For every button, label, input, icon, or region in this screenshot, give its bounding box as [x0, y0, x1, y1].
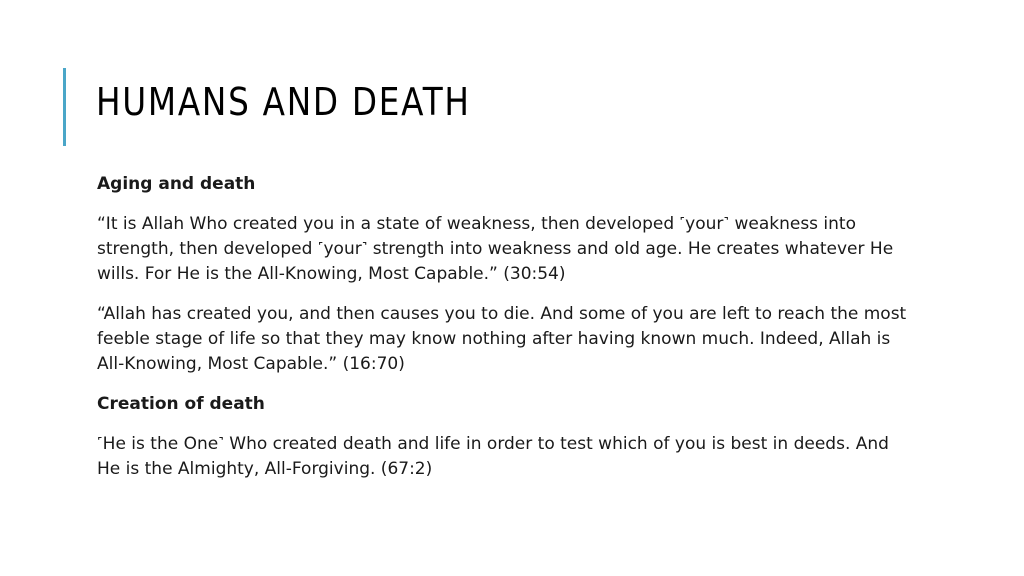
- slide-title: HUMANS AND DEATH: [96, 80, 471, 124]
- quote-67-2: ˹He is the One˺ Who created death and life in order to test which of you is best in deeds. And He is the Almighty, All-Forgiving. (67:2): [97, 434, 889, 479]
- title-accent-bar: [63, 68, 66, 146]
- slide-content: [97, 172, 907, 497]
- section-heading-creation: Creation of death: [97, 394, 265, 414]
- section-heading-aging: Aging and death: [97, 174, 256, 194]
- quote-30-54: “It is Allah Who created you in a state of weakness, then developed ˹your˺ weakness into strength, then developed ˹your˺ strength into weakness and old age. He creates whatever He wills. For He is the All-Knowing, Most Capable.” (30:54): [97, 214, 894, 284]
- quote-16-70: “Allah has created you, and then causes you to die. And some of you are left to reach the most feeble stage of life so that they may know nothing after having known much. Indeed, Allah is All-Knowing, Most Capable.” (16:70): [97, 304, 907, 374]
